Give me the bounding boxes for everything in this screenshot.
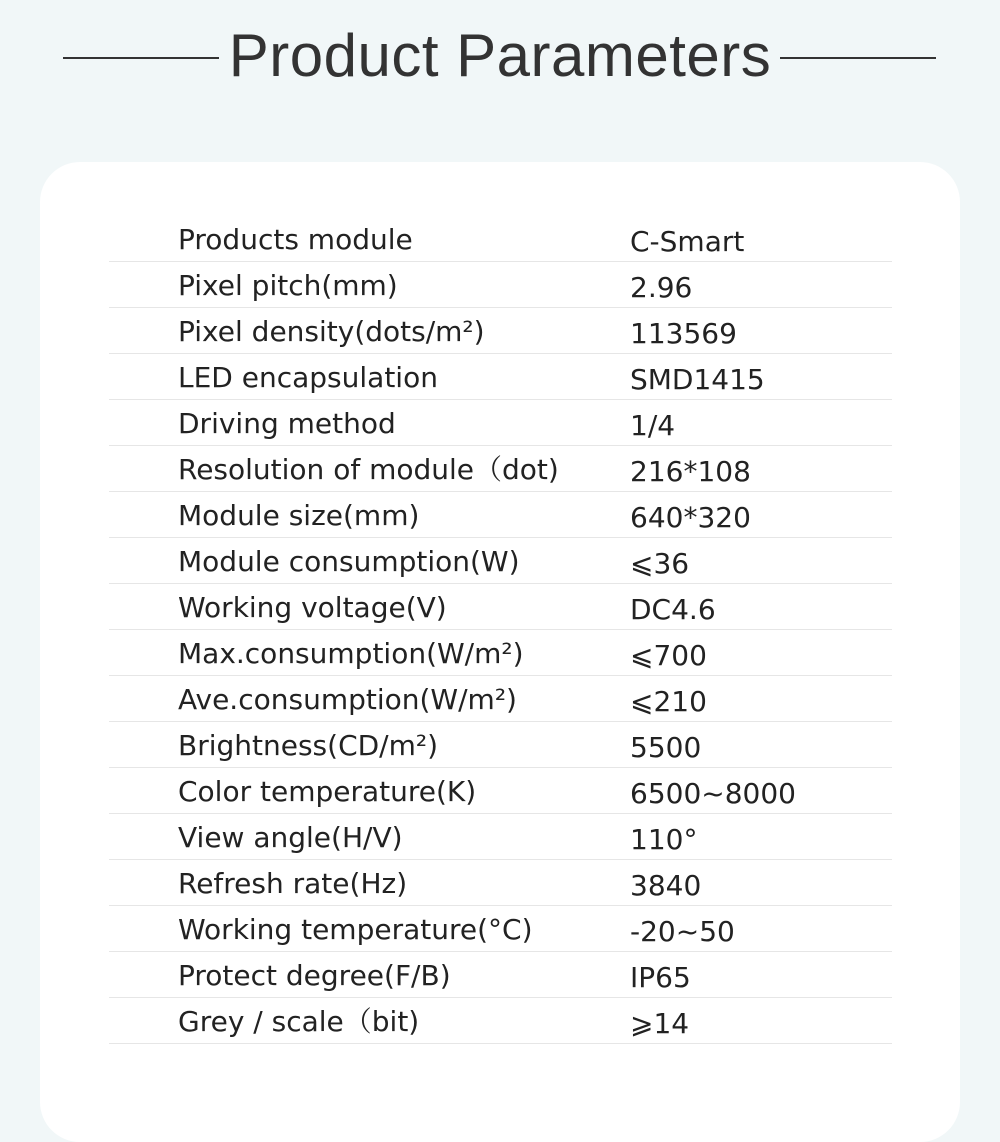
param-label: LED encapsulation	[178, 361, 438, 394]
param-value: 216*108	[630, 455, 751, 488]
table-row	[109, 768, 892, 814]
param-label: Max.consumption(W/m²)	[178, 637, 524, 670]
table-row	[109, 492, 892, 538]
param-label: Ave.consumption(W/m²)	[178, 683, 517, 716]
param-value: 5500	[630, 731, 702, 764]
param-value: ⩽700	[630, 639, 707, 672]
table-row	[109, 998, 892, 1044]
param-label: Driving method	[178, 407, 396, 440]
param-label: Brightness(CD/m²)	[178, 729, 439, 762]
param-value: 640*320	[630, 501, 751, 534]
param-value: DC4.6	[630, 593, 716, 626]
param-label: Working voltage(V)	[178, 591, 447, 624]
table-row	[109, 722, 892, 768]
table-row	[109, 400, 892, 446]
param-value: C-Smart	[630, 225, 745, 258]
table-row	[109, 308, 892, 354]
param-label: Pixel density(dots/m²)	[178, 315, 485, 348]
param-label: Grey / scale（bit)	[178, 1005, 420, 1038]
param-value: SMD1415	[630, 363, 765, 396]
table-row	[109, 630, 892, 676]
param-value: ⩽36	[630, 547, 690, 580]
table-row	[109, 446, 892, 492]
param-label: Pixel pitch(mm)	[178, 269, 398, 302]
param-value: ⩽210	[630, 685, 707, 718]
param-label: Color temperature(K)	[178, 775, 477, 808]
parameters-table	[109, 216, 892, 1044]
param-label: Resolution of module（dot)	[178, 453, 559, 486]
table-row	[109, 814, 892, 860]
param-value: ⩾14	[630, 1007, 690, 1040]
param-value: 110°	[630, 823, 698, 856]
param-value: 3840	[630, 869, 702, 902]
title-divider-right	[780, 57, 936, 59]
table-row	[109, 538, 892, 584]
table-row	[109, 952, 892, 998]
param-value: 113569	[630, 317, 737, 350]
param-value: -20~50	[630, 915, 735, 948]
param-value: 1/4	[630, 409, 676, 442]
param-label: Refresh rate(Hz)	[178, 867, 408, 900]
param-label: View angle(H/V)	[178, 821, 403, 854]
param-value: IP65	[630, 961, 691, 994]
table-row	[109, 354, 892, 400]
table-row	[109, 676, 892, 722]
page-title: Product Parameters	[228, 22, 772, 89]
param-label: Working temperature(°C)	[178, 913, 533, 946]
param-label: Products module	[178, 223, 413, 256]
title-row	[0, 20, 1000, 96]
table-row	[109, 584, 892, 630]
param-value: 2.96	[630, 271, 693, 304]
table-row	[109, 906, 892, 952]
param-value: 6500~8000	[630, 777, 796, 810]
table-row	[109, 262, 892, 308]
table-row	[109, 860, 892, 906]
param-label: Module size(mm)	[178, 499, 420, 532]
param-label: Protect degree(F/B)	[178, 959, 451, 992]
table-row	[109, 216, 892, 262]
param-label: Module consumption(W)	[178, 545, 520, 578]
